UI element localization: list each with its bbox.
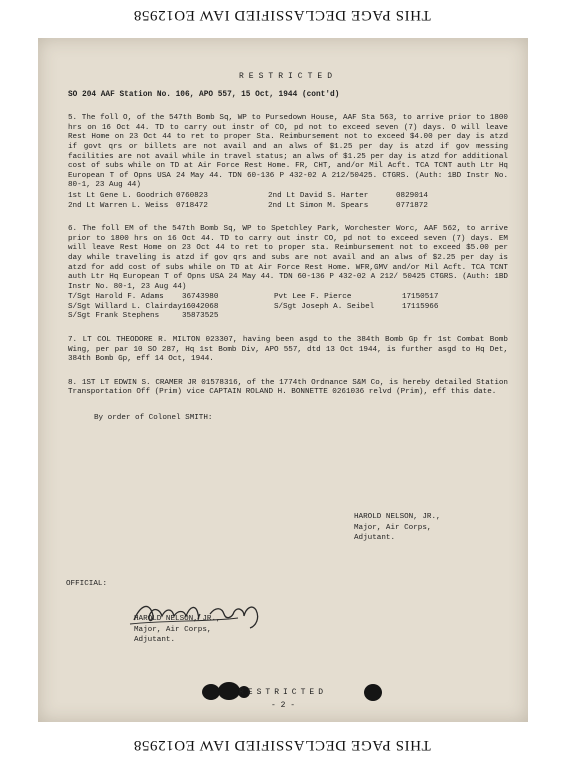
special-order-header: SO 204 AAF Station No. 106, APO 557, 15 Oct, 1944 (cont'd) xyxy=(68,90,340,99)
signer-name: HAROLD NELSON, JR., xyxy=(354,513,441,521)
signer-rank: Major, Air Corps, xyxy=(354,523,432,532)
paragraph-7: 7. LT COL THEODORE R. MILTON 023307, having been asgd to the 384th Bomb Gp fr 1st Combat Bomb Wing, per par 10 SO 287, Hq 1st Bomb Div, APO 557, dtd 13 Oct 1944, is further asgd to Hq Det, 384th Bomb Gp, eff 14 Oct, 1944. xyxy=(68,336,508,364)
declassification-banner-bottom: THIS PAGE DECLASSIFIED IAW EO12958 xyxy=(133,737,431,753)
table-row xyxy=(68,202,428,212)
name-cell: S/Sgt Frank Stephens xyxy=(68,312,160,321)
paragraph-5: 5. The foll O, of the 547th Bomb Sq, WP to Pursedown House, AAF Sta 563, to arrive prior to 1800 hrs on 16 Oct 44. TD to carry out instr of CO, pd not to exceed seven (7) days. O will leave Rest Home on 23 Oct 44 to ret to proper Sta. Reimbursement not to exceed $4.00 per day is atzd if govt qrs or billets are not avail and an alws of $1.25 per day is atzd if gov messing facilities are not avail while in travel status; an alws of $1.25 per day is atzd for additional cost of subs while on TD at Air Force Rest Home. FR, CHT, and/or Mil Acft. TCA TCNT auth Ltr Hq European T of Opns USA 24 May 44. TDN 60-136 P 432-02 A 212/50425. CTGRS. (Auth: 1BD Instr No. 80-1, 23 Aug 44) xyxy=(68,114,508,190)
document-body xyxy=(68,72,508,424)
paragraph-8: 8. 1ST LT EDWIN S. CRAMER JR 01578316, of the 1774th Ordnance S&M Co, is hereby detailed Station Transportation Off (Prim) vice CAPTAIN ROLAND H. BONNETTE 0261036 relvd (Prim), eff this date. xyxy=(68,378,508,397)
paragraph-6-names xyxy=(68,293,438,322)
name-cell: S/Sgt Joseph A. Seibel xyxy=(273,302,375,311)
serial-cell: 35873525 xyxy=(181,312,219,321)
table-row xyxy=(68,303,438,313)
serial-cell: 17150517 xyxy=(401,293,439,302)
serial-cell: 0771872 xyxy=(396,201,428,210)
name-cell xyxy=(274,312,402,322)
declassification-banner-top: THIS PAGE DECLASSIFIED IAW EO12958 xyxy=(133,7,431,23)
table-row xyxy=(68,192,428,202)
name-cell: 1st Lt Gene L. Goodrich xyxy=(68,191,173,200)
table-row xyxy=(68,312,438,322)
official-signature-block xyxy=(134,614,221,646)
serial-cell: 0718472 xyxy=(176,201,208,210)
page-number: - 2 - xyxy=(270,701,295,710)
name-cell: S/Sgt Willard L. Clairday xyxy=(68,302,182,311)
serial-cell: 36743980 xyxy=(181,293,219,302)
serial-cell: 0760823 xyxy=(176,191,208,200)
signature-block xyxy=(354,512,441,544)
name-cell: 2nd Lt David S. Harter xyxy=(268,191,369,200)
order-by-line: By order of Colonel SMITH: xyxy=(94,414,213,423)
document-page xyxy=(38,38,528,722)
table-row xyxy=(68,293,438,303)
name-cell: 2nd Lt Warren L. Weiss xyxy=(68,201,169,210)
official-signer-rank: Major, Air Corps, xyxy=(134,625,212,634)
name-cell: 2nd Lt Simon M. Spears xyxy=(268,201,369,210)
serial-cell: 0829014 xyxy=(396,191,428,200)
serial-cell xyxy=(402,312,438,322)
paragraph-5-names xyxy=(68,192,428,211)
signer-title: Adjutant. xyxy=(354,534,396,542)
serial-cell: 16042068 xyxy=(181,302,219,311)
classification-header: RESTRICTED xyxy=(238,72,337,81)
paragraph-6: 6. The foll EM of the 547th Bomb Sq, WP to Spetchley Park, Worchester Worc, AAF 562, to arrive prior to 1800 hrs on 16 Oct 44. TD to carry out instr CO, pd not to exceed seven (7) days. EM will leave Rest Home on 23 Oct 44 to ret to proper sta. Reimbursement not to exceed $5.00 per day while traveling is atzd if gov qrs and subs are not avail and an alws of $2.25 per day is atzd for add cost of subs while on TD at Air Force Rest Home. WFR,GMV and/or Mil Acft. TCA TCNT auth Ltr Hq European T of Opns USA 24 May 44. TDN 60-136 P 432-02 A 212/ 50425 CTGRS. (Auth: 1BD Instr No. 80-1, 23 Aug 44) xyxy=(68,225,508,291)
official-label: OFFICIAL: xyxy=(66,580,108,588)
name-cell: T/Sgt Harold F. Adams xyxy=(68,293,164,302)
official-signer-title: Adjutant. xyxy=(134,636,176,644)
official-signer-name: HAROLD NELSON, JR., xyxy=(134,615,221,623)
serial-cell: 17115966 xyxy=(401,302,439,311)
classification-footer: RESTRICTED xyxy=(238,688,327,697)
name-cell: Pvt Lee F. Pierce xyxy=(273,293,352,302)
